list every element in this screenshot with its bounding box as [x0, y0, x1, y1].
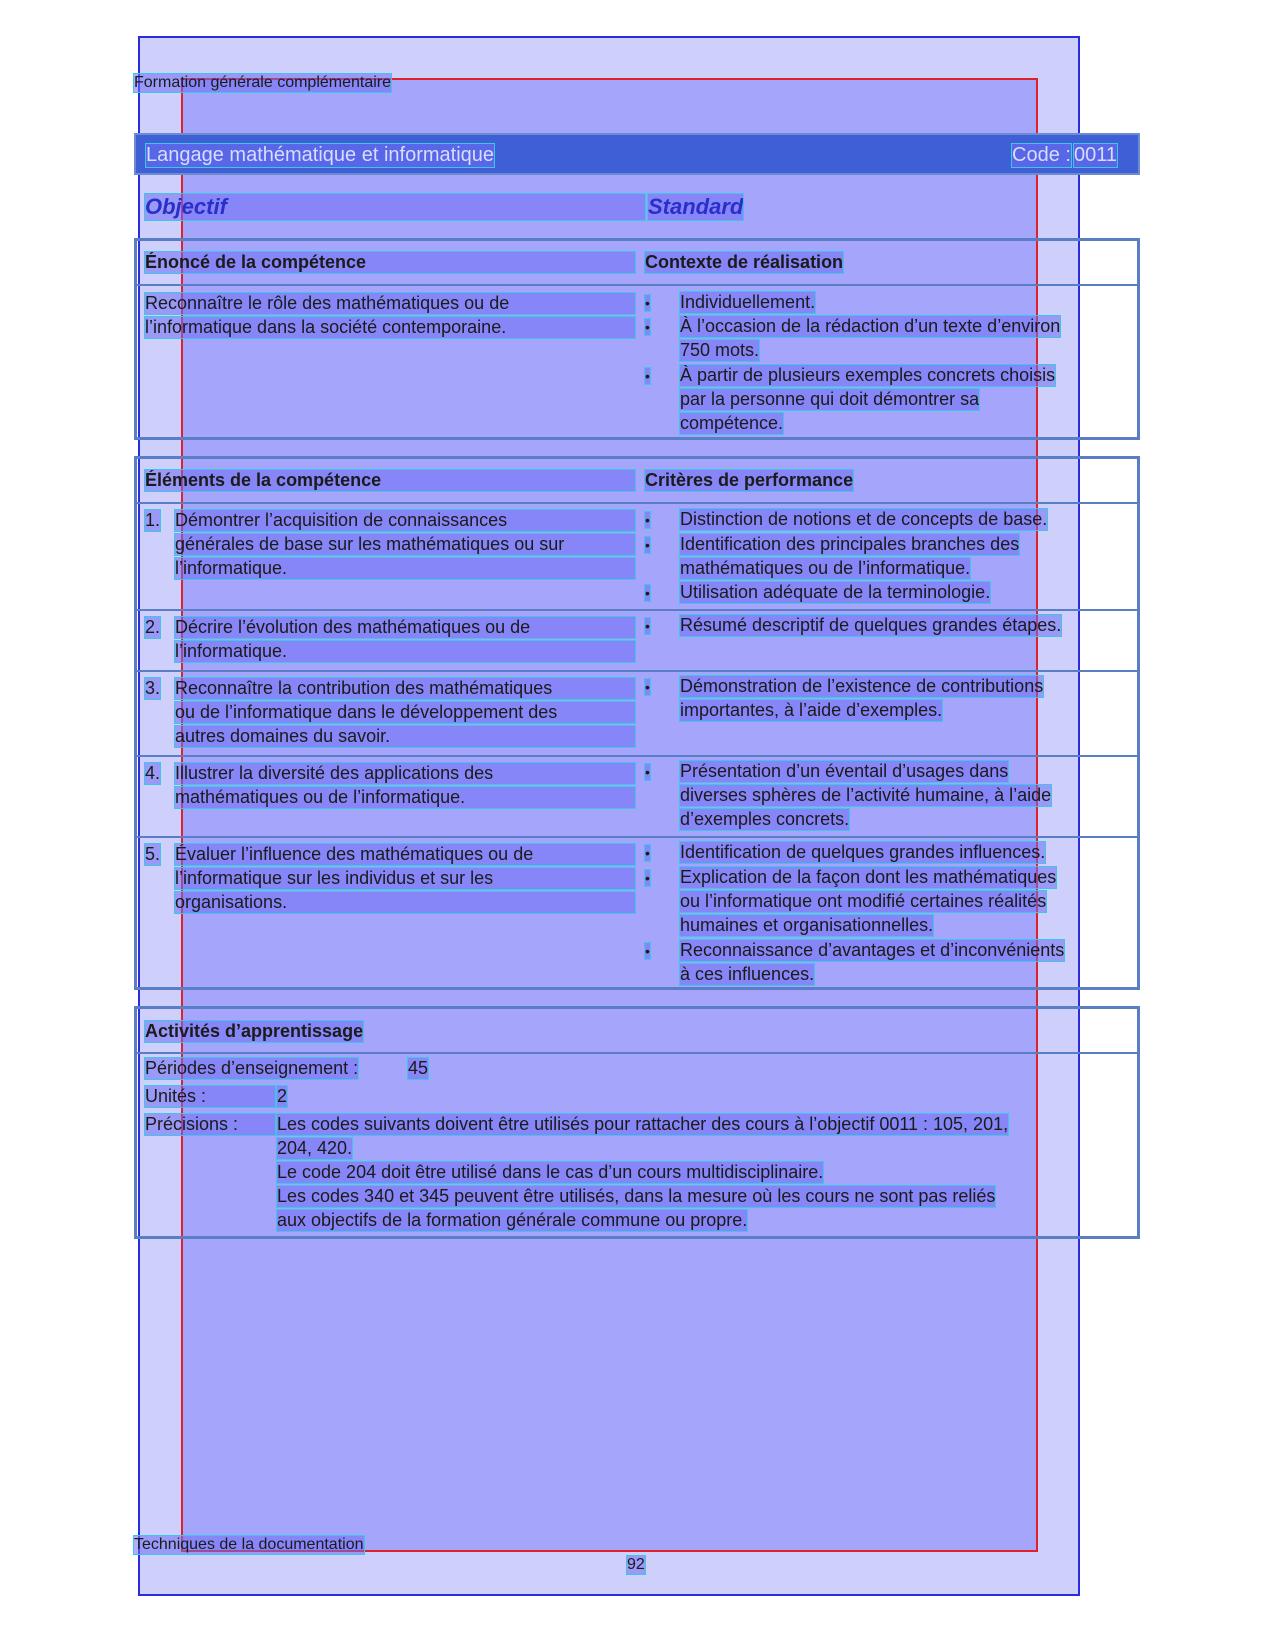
criterion-item: Utilisation adéquate de la terminologie. [680, 582, 991, 602]
criterion-item: Identification des principales branches des [680, 534, 1020, 554]
periodes-value: 45 [408, 1058, 429, 1078]
bullet-icon: • [645, 295, 650, 311]
element-line: organisations. [175, 892, 635, 913]
precisions-line: Le code 204 doit être utilisé dans le cas d’un cours multidisciplinaire. [277, 1162, 824, 1182]
precisions-line: Les codes 340 et 345 peuvent être utilisés, dans la mesure où les cours ne sont pas reliés [277, 1186, 996, 1206]
footer-left: Techniques de la documentation [134, 1536, 364, 1553]
unites-value: 2 [277, 1086, 288, 1106]
elements-header: Éléments de la compétence [145, 470, 635, 491]
criterion-item: diverses sphères de l’activité humaine, à l’aide [680, 785, 1052, 805]
unites-label: Unités : [145, 1086, 275, 1107]
element-number: 3. [145, 678, 161, 698]
contexte-item: Individuellement. [680, 292, 816, 312]
criterion-item: Démonstration de l’existence de contributions [680, 676, 1044, 696]
contexte-item: À partir de plusieurs exemples concrets choisis [680, 365, 1056, 385]
criterion-item: humaines et organisationnelles. [680, 915, 934, 935]
element-line: Illustrer la diversité des applications des [175, 763, 635, 784]
criteres-header: Critères de performance [645, 470, 854, 490]
bullet-icon: • [645, 618, 650, 634]
criterion-item: à ces influences. [680, 964, 815, 984]
element-line: l’informatique. [175, 558, 635, 579]
bullet-icon: • [645, 585, 650, 601]
contexte-item: À l’occasion de la rédaction d’un texte d’environ [680, 316, 1061, 336]
title-band [134, 133, 1140, 175]
element-line: l’informatique sur les individus et sur les [175, 868, 635, 889]
element-line: Évaluer l’influence des mathématiques ou de [175, 844, 635, 865]
element-number: 2. [145, 617, 161, 637]
bullet-icon: • [645, 943, 650, 959]
objectif-heading: Objectif [145, 194, 645, 220]
bullet-icon: • [645, 319, 650, 335]
element-number: 5. [145, 844, 161, 864]
bullet-icon: • [645, 537, 650, 553]
element-line: Démontrer l’acquisition de connaissances [175, 510, 635, 531]
criterion-item: Distinction de notions et de concepts de base. [680, 509, 1048, 529]
criterion-item: importantes, à l’aide d’exemples. [680, 700, 943, 720]
criterion-item: ou l’informatique ont modifié certaines réalités [680, 891, 1047, 911]
criterion-item: d’exemples concrets. [680, 809, 850, 829]
bullet-icon: • [645, 764, 650, 780]
criterion-item: Résumé descriptif de quelques grandes étapes. [680, 615, 1062, 635]
bullet-icon: • [645, 368, 650, 384]
bullet-icon: • [645, 679, 650, 695]
element-line: autres domaines du savoir. [175, 726, 635, 747]
enonce-header: Énoncé de la compétence [145, 252, 635, 273]
element-line: mathématiques ou de l’informatique. [175, 787, 635, 808]
periodes-label: Périodes d’enseignement : [145, 1058, 359, 1078]
element-number: 4. [145, 763, 161, 783]
precisions-line: 204, 420. [277, 1138, 353, 1158]
activites-header: Activités d’apprentissage [145, 1021, 364, 1041]
criterion-item: Identification de quelques grandes influences. [680, 842, 1046, 862]
criterion-item: Explication de la façon dont les mathématiques [680, 867, 1057, 887]
precisions-label: Précisions : [145, 1114, 275, 1135]
contexte-item: par la personne qui doit démontrer sa [680, 389, 980, 409]
code-label: Code : [1012, 144, 1071, 166]
contexte-item: 750 mots. [680, 340, 760, 360]
page-number: 92 [627, 1556, 645, 1573]
contexte-item: compétence. [680, 413, 784, 433]
enonce-line: l’informatique dans la société contemporaine. [145, 317, 635, 338]
criterion-item: Reconnaissance d’avantages et d’inconvénients [680, 940, 1065, 960]
code-value: 0011 [1074, 144, 1118, 166]
running-header: Formation générale complémentaire [134, 74, 392, 91]
bullet-icon: • [645, 870, 650, 886]
enonce-line: Reconnaître le rôle des mathématiques ou de [145, 293, 635, 314]
precisions-line: aux objectifs de la formation générale commune ou propre. [277, 1210, 748, 1230]
element-line: Décrire l’évolution des mathématiques ou de [175, 617, 635, 638]
element-line: ou de l’informatique dans le développement des [175, 702, 635, 723]
criterion-item: mathématiques ou de l’informatique. [680, 558, 971, 578]
bullet-icon: • [645, 512, 650, 528]
precisions-line: Les codes suivants doivent être utilisés pour rattacher des cours à l’objectif 0011 : 105, 201, [277, 1114, 1009, 1134]
bullet-icon: • [645, 845, 650, 861]
element-line: générales de base sur les mathématiques ou sur [175, 534, 635, 555]
element-line: Reconnaître la contribution des mathématiques [175, 678, 635, 699]
standard-heading: Standard [648, 194, 744, 219]
criterion-item: Présentation d’un éventail d’usages dans [680, 761, 1009, 781]
element-line: l’informatique. [175, 641, 635, 662]
contexte-header: Contexte de réalisation [645, 252, 844, 272]
element-number: 1. [145, 510, 161, 530]
program-title: Langage mathématique et informatique [146, 144, 495, 166]
